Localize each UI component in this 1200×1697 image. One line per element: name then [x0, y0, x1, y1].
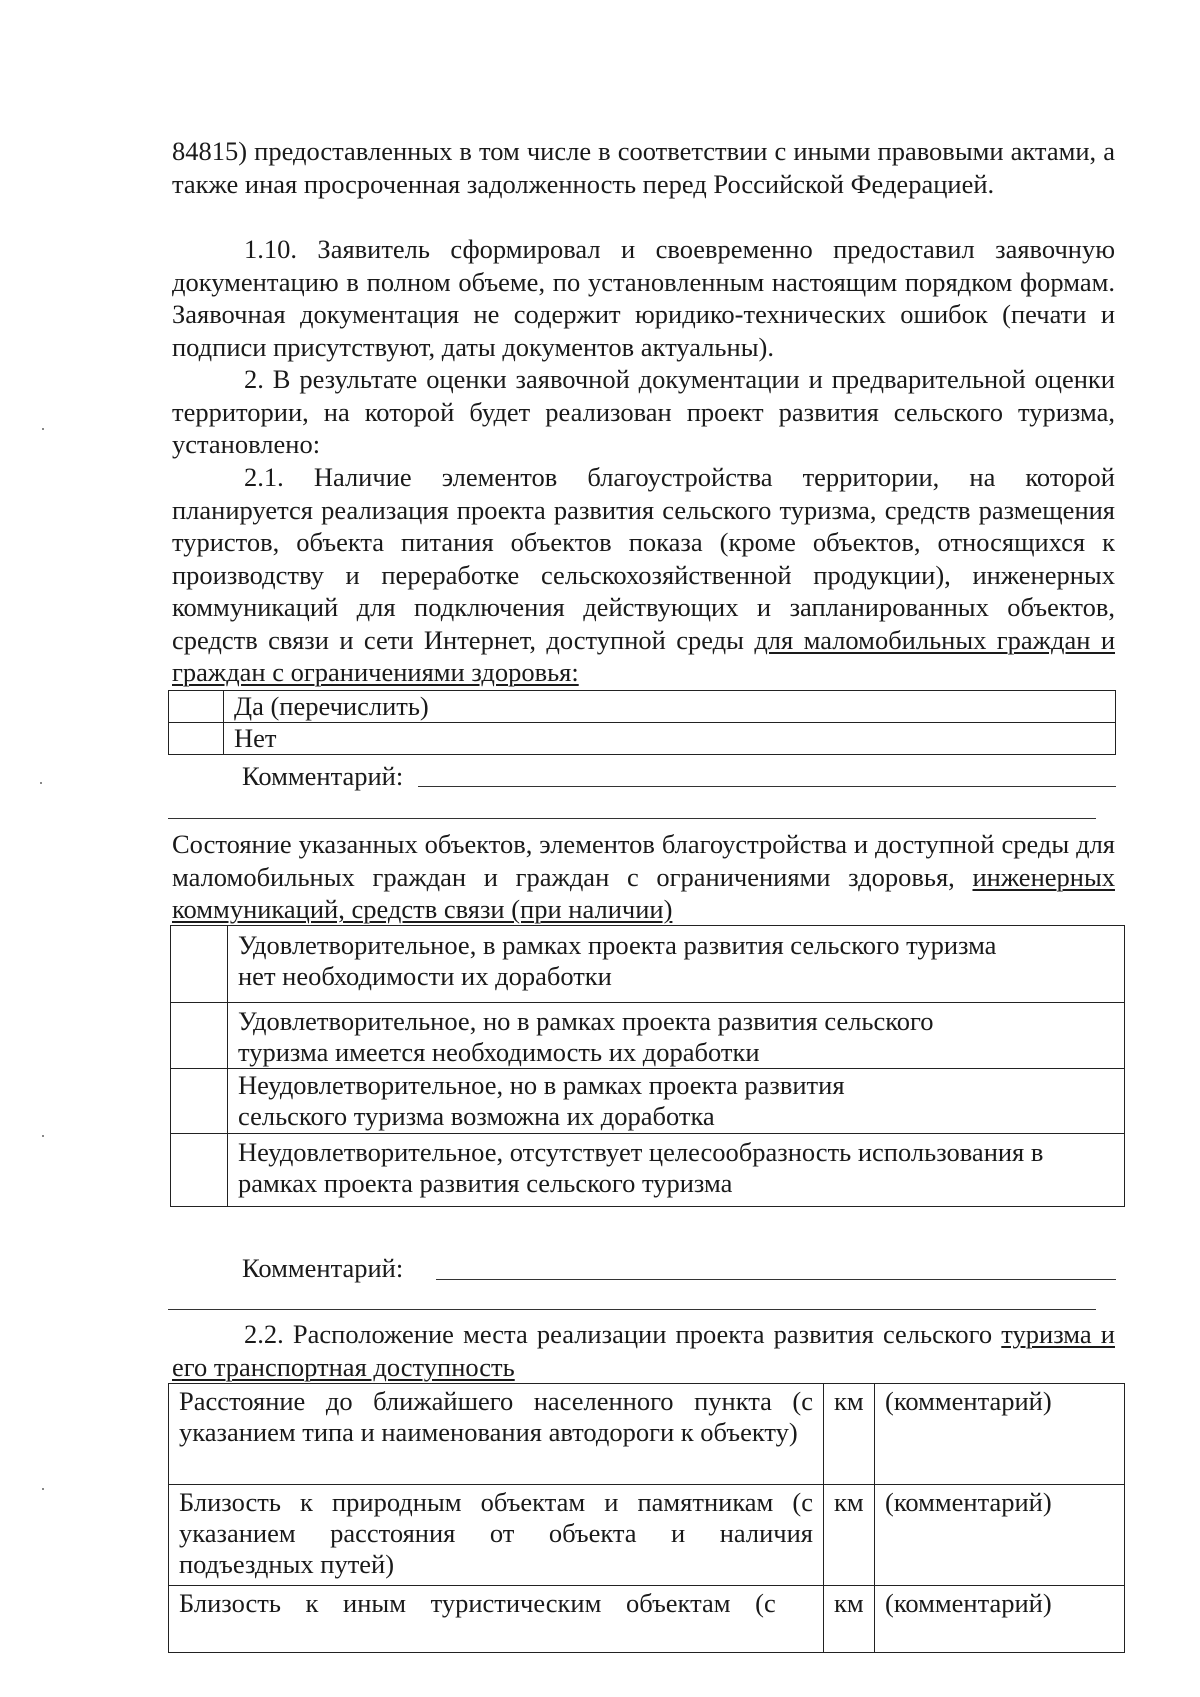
checkbox-cell-no[interactable]	[169, 723, 224, 755]
table-row	[169, 1485, 1125, 1586]
state-option-1-line-1: Удовлетворительное, в рамках проекта развития сельского туризма	[238, 930, 997, 960]
state-option-1	[228, 926, 1125, 1003]
checkbox-cell-state-3[interactable]	[171, 1069, 228, 1134]
checkbox-cell-state-1[interactable]	[171, 926, 228, 1003]
location-desc-2: Близость к природным объектам и памятникам (с указанием расстояния от объекта и наличия подъездных путей)	[169, 1485, 824, 1586]
comment-line-1[interactable]	[418, 786, 1116, 787]
paragraph-2-2-text: 2.2. Расположение места реализации проекта развития сельского	[244, 1319, 1002, 1349]
location-desc-1: Расстояние до ближайшего населенного пункта (с указанием типа и наименования автодороги к объекту)	[169, 1384, 824, 1485]
state-underlined: инженерных коммуникаций, средств связи (при наличии)	[172, 861, 1115, 924]
state-option-4-line-1: Неудовлетворительное, отсутствует целесообразность использования в	[238, 1137, 1044, 1167]
paragraph-2-1	[172, 461, 1115, 689]
state-option-3-line-1: Неудовлетворительное, но в рамках проекта развития	[238, 1070, 845, 1100]
comment-line-2b[interactable]	[168, 1309, 1096, 1310]
location-table	[168, 1383, 1125, 1653]
checkbox-cell-state-2[interactable]	[171, 1003, 228, 1069]
state-option-4-line-2: рамках проекта развития сельского туризма	[238, 1168, 733, 1198]
state-option-4	[228, 1134, 1125, 1207]
presence-table	[168, 690, 1116, 755]
table-row	[171, 926, 1125, 1003]
scan-speck	[40, 782, 42, 784]
location-note-3: (комментарий)	[875, 1586, 1125, 1653]
table-row	[171, 1134, 1125, 1207]
table-row	[169, 723, 1116, 755]
checkbox-cell-state-4[interactable]	[171, 1134, 228, 1207]
location-note-2: (комментарий)	[875, 1485, 1125, 1586]
state-paragraph	[172, 828, 1115, 926]
state-table	[170, 925, 1125, 1207]
paragraph-1-10: 1.10. Заявитель сформировал и своевременно предоставил заявочную документацию в полном объеме, по установленным настоящим порядком формам. Заявочная документация не содержит юридико-технических ошибок (печати и подписи присутствуют, даты документов актуальны).	[172, 234, 1115, 362]
state-option-1-line-2: нет необходимости их доработки	[238, 961, 612, 991]
state-text: Состояние указанных объектов, элементов благоустройства и доступной среды для маломобильных граждан и граждан с ограничениями здоровья,	[172, 829, 1115, 892]
table-row	[169, 691, 1116, 723]
state-option-3-line-2: сельского туризма возможна их доработка	[238, 1101, 715, 1131]
scan-speck	[42, 1488, 44, 1490]
paragraph-2-1-underlined: для маломобильных граждан и граждан с ограничениями здоровья:	[172, 624, 1116, 687]
paragraph-2: 2. В результате оценки заявочной документации и предварительной оценки территории, на которой будет реализован проект развития сельского туризма, установлено:	[172, 364, 1115, 459]
table-row	[169, 1586, 1125, 1653]
paragraph-2-1-text: 2.1. Наличие элементов благоустройства территории, на которой планируется реализация проекта развития сельского туризма, средств размещения туристов, объекта питания объектов показа (кроме объектов, относящихся к производству и переработке сельскохозяйственной продукции), инженерных коммуникаций для подключения действующих и запланированных объектов, средств связи и сети Интернет, доступной среды	[172, 462, 1115, 655]
paragraph-2-2-underlined: туризма и его транспортная доступность	[172, 1319, 1115, 1382]
table-row	[169, 1384, 1125, 1485]
location-unit-3: км	[824, 1586, 875, 1653]
paragraph-2-2	[172, 1318, 1115, 1383]
state-option-2	[228, 1003, 1125, 1069]
table-row	[171, 1003, 1125, 1069]
table-row	[171, 1069, 1125, 1134]
state-option-2-line-1: Удовлетворительное, но в рамках проекта развития сельского	[238, 1006, 934, 1036]
state-option-3	[228, 1069, 1125, 1134]
scan-speck	[42, 1135, 44, 1137]
comment-line-2[interactable]	[436, 1279, 1116, 1280]
comment-label-2: Комментарий:	[242, 1253, 404, 1283]
state-option-2-line-2: туризма имеется необходимость их доработки	[238, 1037, 760, 1067]
checkbox-cell-yes[interactable]	[169, 691, 224, 723]
location-desc-3: Близость к иным туристическим объектам (с	[169, 1586, 824, 1653]
comment-label-1: Комментарий:	[242, 761, 404, 791]
location-unit-1: км	[824, 1384, 875, 1485]
intro-paragraph: 84815) предоставленных в том числе в соответствии с иными правовыми актами, а также иная просроченная задолженность перед Российской Федерацией.	[172, 136, 1115, 199]
option-no: Нет	[224, 723, 1116, 755]
scan-speck	[42, 428, 44, 430]
location-note-1: (комментарий)	[875, 1384, 1125, 1485]
comment-line-1b[interactable]	[168, 818, 1096, 819]
option-yes: Да (перечислить)	[224, 691, 1116, 723]
location-unit-2: км	[824, 1485, 875, 1586]
